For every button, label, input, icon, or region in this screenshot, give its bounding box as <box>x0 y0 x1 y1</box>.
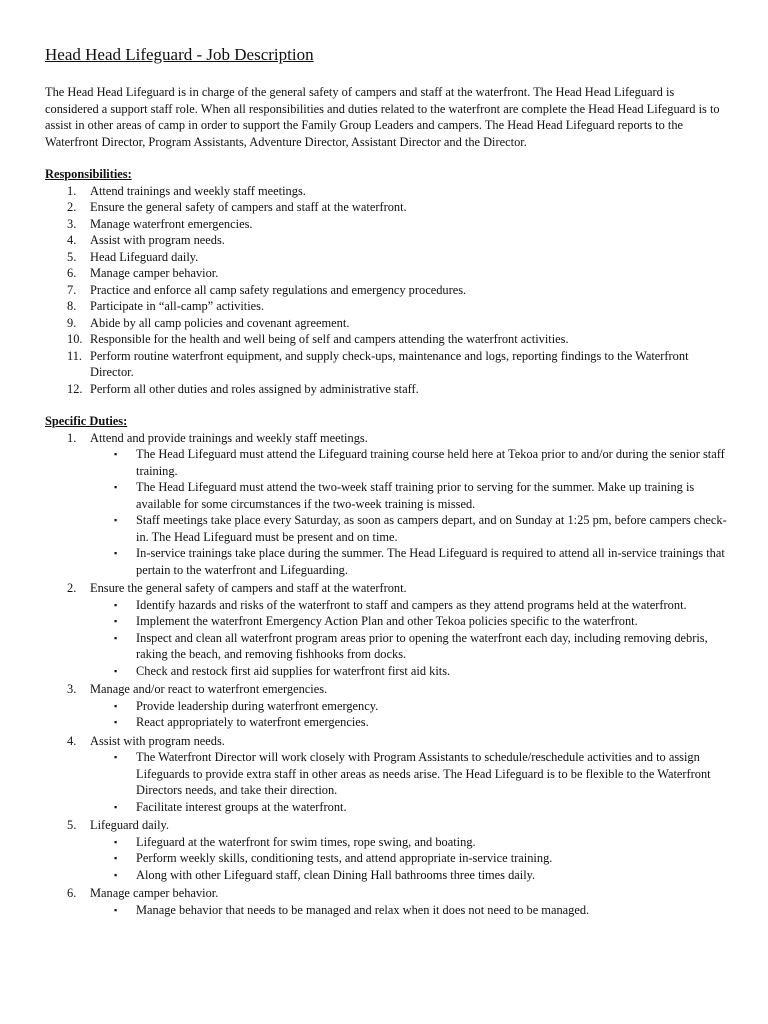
list-number: 4. <box>67 233 77 247</box>
responsibility-text: Ensure the general safety of campers and staff at the waterfront. <box>90 200 407 214</box>
bullet-icon: ▪ <box>114 449 118 459</box>
duty-subitem-text: The Head Lifeguard must attend the Lifeguard training course held here at Tekoa prior to and/or during the senior staff training. <box>136 447 725 478</box>
duty-text: Ensure the general safety of campers and staff at the waterfront. <box>90 581 407 595</box>
responsibility-item <box>45 232 728 249</box>
list-number: 9. <box>67 315 77 330</box>
bullet-icon: ▪ <box>114 717 118 727</box>
duty-subitem <box>90 698 728 715</box>
duty-subitem <box>90 714 728 731</box>
bullet-icon: ▪ <box>114 616 118 626</box>
duty-subitem-text: Facilitate interest groups at the waterfront. <box>136 799 347 814</box>
specific-duties-heading: Specific Duties: <box>45 414 128 428</box>
responsibility-text: Manage waterfront emergencies. <box>90 216 253 231</box>
bullet-icon: ▪ <box>114 904 118 915</box>
duty-item <box>45 733 728 816</box>
responsibility-text: Practice and enforce all camp safety regulations and emergency procedures. <box>90 282 467 297</box>
responsibility-item <box>45 331 728 348</box>
list-number: 11. <box>67 348 83 363</box>
responsibility-item <box>45 315 728 332</box>
duty-text: Attend and provide trainings and weekly staff meetings. <box>90 430 368 445</box>
duty-subitem <box>90 749 728 799</box>
bullet-icon: ▪ <box>114 836 118 847</box>
list-number: 6. <box>67 886 77 900</box>
duty-subitem-text: Implement the waterfront Emergency Action Plan and other Tekoa policies specific to the waterfront. <box>136 614 638 628</box>
duty-subitem <box>90 613 728 630</box>
duty-subitem-text: Identify hazards and risks of the waterfront to staff and campers as they attend programs held at the waterfront. <box>136 597 687 612</box>
list-number: 4. <box>67 733 77 748</box>
responsibility-item <box>45 216 728 233</box>
responsibility-text: Manage camper behavior. <box>90 266 219 280</box>
duty-sublist <box>90 597 728 680</box>
duty-sublist <box>90 698 728 731</box>
duty-subitem <box>90 446 728 479</box>
duty-subitem <box>90 545 728 578</box>
duty-subitem <box>90 799 728 816</box>
duty-sublist <box>90 446 728 578</box>
duty-subitem <box>90 867 728 884</box>
duty-text: Manage camper behavior. <box>90 886 219 900</box>
duty-subitem <box>90 834 728 851</box>
responsibility-item <box>45 381 728 398</box>
duty-subitem <box>90 597 728 614</box>
list-number: 10. <box>67 332 83 346</box>
duty-subitem-text: Staff meetings take place every Saturday, as soon as campers depart, and on Sunday at 1:25 pm, before campers check-in. The Head Lifeguard must be present and on time. <box>136 513 727 544</box>
duty-subitem-text: The Head Lifeguard must attend the two-week staff training prior to serving for the summer. Make up training is available for some circumstances if the two-week training is missed. <box>136 480 695 511</box>
duty-subitem-text: Inspect and clean all waterfront program areas prior to opening the waterfront each day, including removing debris, raking the beach, and removing fishhooks from docks. <box>136 630 708 661</box>
bullet-icon: ▪ <box>114 801 118 812</box>
duty-text: Lifeguard daily. <box>90 818 170 832</box>
responsibilities-heading: Responsibilities: <box>45 167 132 181</box>
list-number: 5. <box>67 249 77 264</box>
responsibility-item <box>45 265 728 282</box>
bullet-icon: ▪ <box>114 700 118 711</box>
list-number: 8. <box>67 299 77 313</box>
duty-subitem-text: Along with other Lifeguard staff, clean Dining Hall bathrooms three times daily. <box>136 867 536 882</box>
list-number: 2. <box>67 200 77 214</box>
responsibility-text: Perform routine waterfront equipment, and supply check-ups, maintenance and logs, reporting findings to the Waterfront Director. <box>90 348 689 379</box>
list-number: 6. <box>67 266 77 280</box>
duty-subitem <box>90 902 728 919</box>
list-number: 1. <box>67 430 77 445</box>
duty-subitem <box>90 663 728 680</box>
duty-item <box>45 430 728 579</box>
bullet-icon: ▪ <box>114 665 118 676</box>
list-number: 5. <box>67 818 77 832</box>
responsibility-item <box>45 249 728 266</box>
duty-item <box>45 885 728 918</box>
list-number: 1. <box>67 183 77 198</box>
duty-item <box>45 681 728 731</box>
responsibility-text: Attend trainings and weekly staff meetings. <box>90 183 306 198</box>
responsibility-item <box>45 199 728 216</box>
responsibility-text: Responsible for the health and well being of self and campers attending the waterfront activities. <box>90 332 569 346</box>
duty-subitem-text: Provide leadership during waterfront emergency. <box>136 698 379 713</box>
duty-sublist <box>90 834 728 884</box>
bullet-icon: ▪ <box>114 515 118 525</box>
duty-subitem-text: Manage behavior that needs to be managed and relax when it does not need to be managed. <box>136 902 590 917</box>
list-number: 2. <box>67 581 77 595</box>
duty-subitem-text: Lifeguard at the waterfront for swim times, rope swing, and boating. <box>136 834 476 849</box>
specific-duties-list <box>45 430 728 919</box>
responsibility-text: Participate in “all-camp” activities. <box>90 299 265 313</box>
responsibility-item <box>45 282 728 299</box>
responsibility-item <box>45 298 728 315</box>
bullet-icon: ▪ <box>114 599 118 610</box>
responsibility-text: Abide by all camp policies and covenant agreement. <box>90 315 350 330</box>
duty-sublist <box>90 749 728 815</box>
list-number: 3. <box>67 216 77 231</box>
duty-subitem-text: The Waterfront Director will work closely with Program Assistants to schedule/reschedule activities and to assign Lifeguards to provide extra staff in other areas as needs arise. The Head Lifeguard is to be flexible to the Waterfront Directors needs, and take their direction. <box>136 750 711 797</box>
responsibility-item <box>45 348 728 381</box>
bullet-icon: ▪ <box>114 869 118 880</box>
bullet-icon: ▪ <box>114 853 118 863</box>
document-title: Head Head Lifeguard - Job Description <box>45 45 314 64</box>
duty-text: Assist with program needs. <box>90 733 225 748</box>
list-number: 12. <box>67 381 83 396</box>
bullet-icon: ▪ <box>114 548 118 558</box>
intro-paragraph: The Head Head Lifeguard is in charge of the general safety of campers and staff at the waterfront. The Head Head Lifeguard is considered a support staff role. When all responsibilities and duties related to the waterfront are complete the Head Head Lifeguard is to assist in other areas of camp in order to support the Family Group Leaders and campers. The Head Head Lifeguard reports to the Waterfront Director, Program Assistants, Adventure Director, Assistant Director and the Director. <box>45 85 720 149</box>
duty-text: Manage and/or react to waterfront emergencies. <box>90 682 328 696</box>
duty-subitem <box>90 479 728 512</box>
duty-subitem-text: React appropriately to waterfront emergencies. <box>136 715 369 729</box>
duty-subitem <box>90 512 728 545</box>
duty-subitem-text: Perform weekly skills, conditioning tests, and attend appropriate in-service training. <box>136 851 553 865</box>
responsibility-text: Perform all other duties and roles assigned by administrative staff. <box>90 381 419 396</box>
bullet-icon: ▪ <box>114 752 118 762</box>
responsibilities-list <box>45 183 728 398</box>
list-number: 3. <box>67 682 77 696</box>
duty-item <box>45 817 728 883</box>
responsibility-text: Assist with program needs. <box>90 233 225 247</box>
duty-subitem-text: In-service trainings take place during the summer. The Head Lifeguard is required to attend all in-service trainings that pertain to the waterfront and Lifeguarding. <box>136 546 725 577</box>
duty-subitem-text: Check and restock first aid supplies for waterfront first aid kits. <box>136 663 451 678</box>
duty-subitem <box>90 630 728 663</box>
duty-item <box>45 580 728 679</box>
bullet-icon: ▪ <box>114 482 118 492</box>
duty-sublist <box>90 902 728 919</box>
bullet-icon: ▪ <box>114 632 118 643</box>
duty-subitem <box>90 850 728 867</box>
list-number: 7. <box>67 282 77 297</box>
responsibility-text: Head Lifeguard daily. <box>90 249 199 264</box>
responsibility-item <box>45 183 728 200</box>
